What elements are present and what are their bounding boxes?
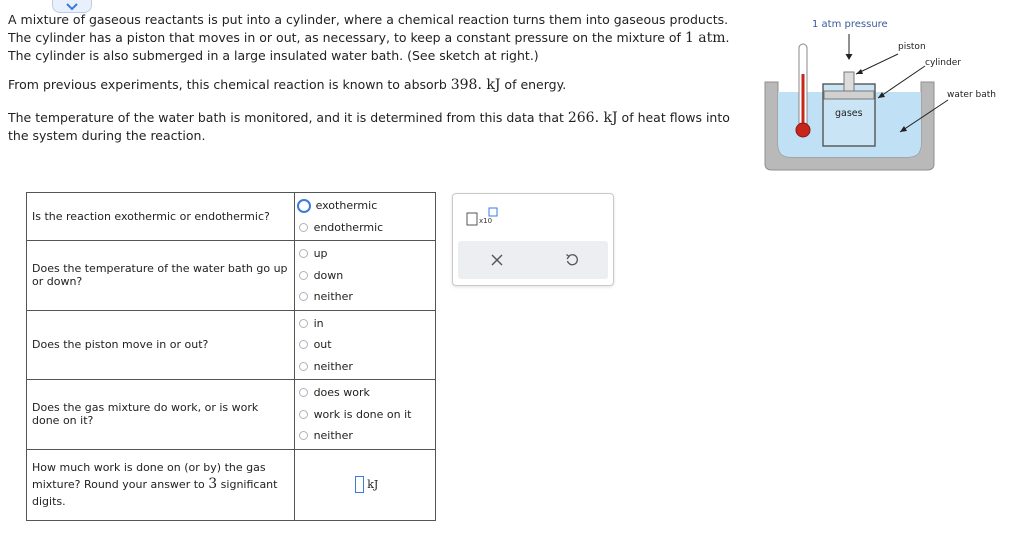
table-row	[27, 310, 436, 380]
piston-label: piston	[898, 42, 926, 52]
sig-digits-value: 3	[208, 476, 218, 492]
answer-cell	[294, 449, 435, 520]
option-does-work[interactable]	[299, 382, 435, 404]
p2-text-b: of energy.	[500, 77, 567, 92]
question-table	[26, 192, 436, 521]
options-2	[294, 241, 435, 311]
table-row	[27, 193, 436, 241]
water-bath-label: water bath	[947, 90, 996, 100]
cylinder-label: cylinder	[925, 58, 961, 68]
option-in[interactable]	[299, 313, 435, 335]
chevron-down-icon	[65, 2, 79, 11]
q5-text-a: How much work is done on (or by) the gas mixture? Round your answer to	[32, 461, 266, 491]
option-down[interactable]	[299, 265, 435, 287]
question-5	[27, 449, 295, 520]
pressure-value: 1 atm	[684, 30, 726, 46]
radio-button[interactable]	[299, 249, 308, 258]
x10-label: x10	[479, 217, 493, 225]
radio-button[interactable]	[299, 340, 308, 349]
q5-text-b: significant digits.	[32, 478, 278, 508]
question-4: Does the gas mixture do work, or is work done on it?	[27, 380, 295, 450]
radio-button[interactable]	[299, 362, 308, 371]
option-label: down	[313, 268, 344, 282]
unit-label: kJ	[367, 478, 379, 491]
scientific-notation-button[interactable]	[465, 206, 501, 228]
option-label: out	[313, 338, 332, 352]
options-1	[294, 193, 435, 241]
radio-button[interactable]	[297, 199, 311, 213]
option-out[interactable]	[299, 334, 435, 356]
option-label: work is done on it	[313, 407, 412, 421]
option-label: does work	[313, 386, 370, 400]
option-label: up	[313, 247, 328, 261]
radio-button[interactable]	[299, 292, 308, 301]
radio-button[interactable]	[299, 410, 308, 419]
option-neither[interactable]	[299, 286, 435, 308]
option-label: neither	[313, 429, 353, 443]
table-row	[27, 380, 436, 450]
option-neither[interactable]	[299, 356, 435, 378]
undo-icon	[565, 253, 579, 267]
energy-value: 398. kJ	[450, 77, 501, 93]
option-exothermic[interactable]	[299, 195, 435, 217]
answer-wrapper	[299, 452, 435, 518]
option-endothermic[interactable]	[299, 217, 435, 239]
p3-text-a: The temperature of the water bath is monitored, and it is determined from this data that	[8, 110, 568, 125]
option-label: exothermic	[315, 199, 378, 213]
undo-button[interactable]	[562, 250, 582, 270]
times-icon	[491, 254, 503, 266]
radio-button[interactable]	[299, 319, 308, 328]
option-label: neither	[313, 290, 353, 304]
option-label: neither	[313, 359, 353, 373]
p3-text-b: of heat flows into the system during the reaction.	[8, 110, 730, 143]
options-3	[294, 310, 435, 380]
p1-text-b: . The cylinder is also submerged in a large insulated water bath. (See sketch at right.)	[8, 30, 730, 63]
option-neither[interactable]	[299, 425, 435, 447]
clear-button[interactable]	[487, 250, 507, 270]
radio-button[interactable]	[299, 388, 308, 397]
option-up[interactable]	[299, 243, 435, 265]
question-1: Is the reaction exothermic or endothermic?	[27, 193, 295, 241]
radio-button[interactable]	[299, 271, 308, 280]
gases-label: gases	[835, 108, 863, 119]
problem-paragraph-1	[8, 11, 748, 65]
heat-value: 266. kJ	[567, 110, 618, 126]
problem-paragraph-2	[8, 76, 748, 94]
pressure-label: 1 atm pressure	[812, 19, 888, 30]
options-4	[294, 380, 435, 450]
p2-text-a: From previous experiments, this chemical reaction is known to absorb	[8, 77, 451, 92]
table-row	[27, 241, 436, 311]
option-label: endothermic	[313, 220, 384, 234]
option-label: in	[313, 316, 324, 330]
question-3: Does the piston move in or out?	[27, 310, 295, 380]
p1-text-a: A mixture of gaseous reactants is put into a cylinder, where a chemical reaction turns them into gaseous products. The cylinder has a piston that moves in or out, as necessary, to keep a constant pressure on the mixture of	[8, 12, 729, 45]
math-tools-panel	[452, 193, 614, 286]
tool-actions	[458, 241, 608, 279]
apparatus-sketch	[760, 14, 1010, 184]
table-row	[27, 449, 436, 520]
problem-paragraph-3	[8, 109, 748, 145]
work-answer-input[interactable]	[355, 476, 364, 493]
option-work-done-on-it[interactable]	[299, 404, 435, 426]
radio-button[interactable]	[299, 431, 308, 440]
radio-button[interactable]	[299, 223, 308, 232]
question-2: Does the temperature of the water bath go up or down?	[27, 241, 295, 311]
